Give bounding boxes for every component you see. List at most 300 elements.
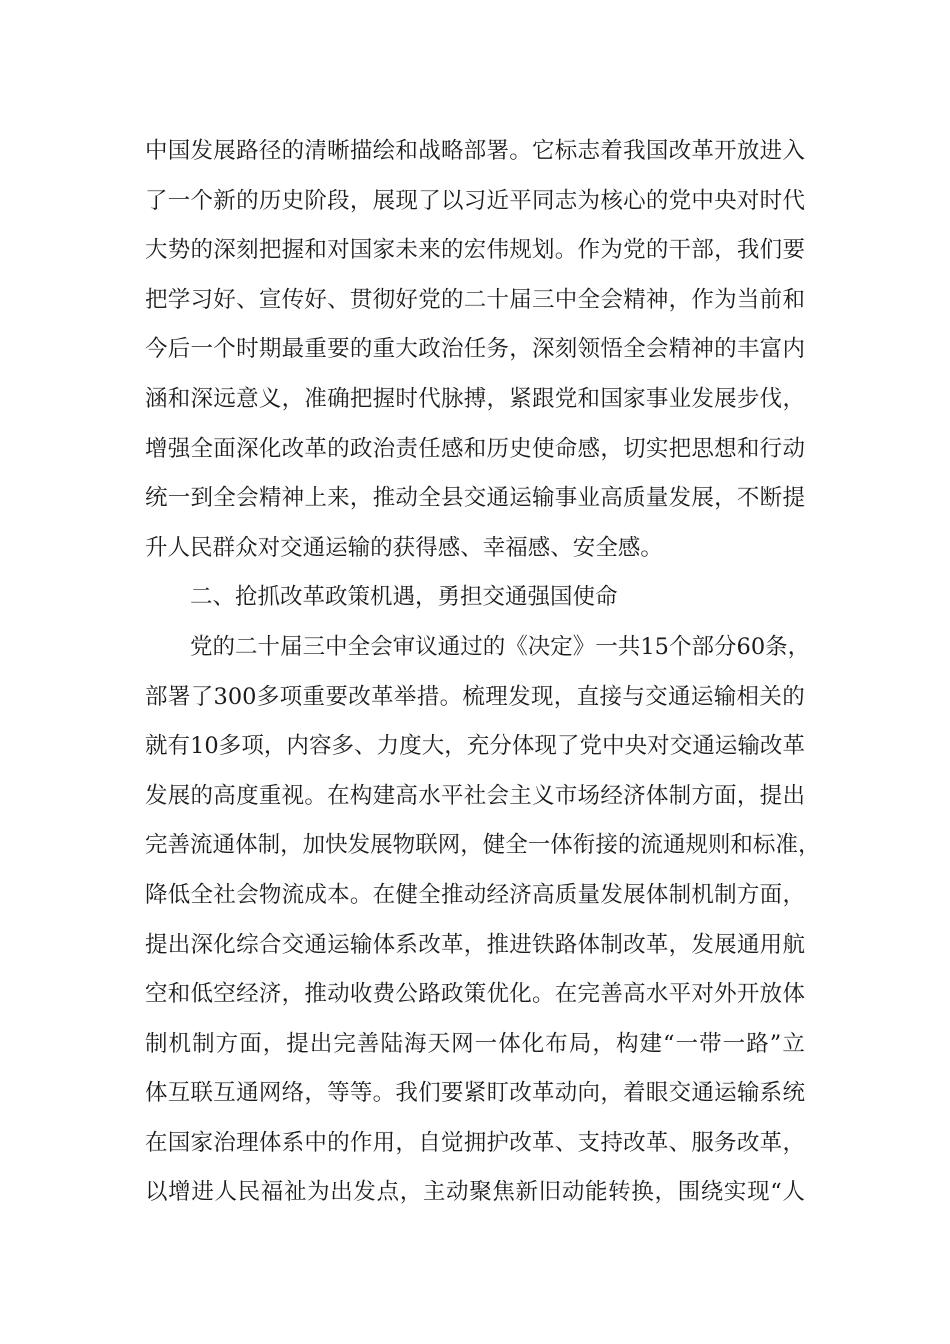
glyph: 志: [554, 187, 578, 214]
glyph: 任: [463, 336, 487, 363]
glyph: 神: [691, 336, 714, 363]
glyph: 和: [167, 385, 191, 412]
glyph: 了: [556, 733, 580, 760]
glyph: 低: [190, 981, 214, 1008]
glyph: 思: [691, 435, 714, 462]
glyph: 行: [759, 435, 783, 462]
glyph: 宣: [258, 286, 282, 313]
glyph: 战: [418, 138, 441, 164]
glyph: 县: [440, 485, 464, 512]
glyph: 通: [668, 683, 691, 710]
glyph: 布: [545, 1030, 568, 1057]
glyph: 构: [349, 782, 373, 809]
glyph: 直: [576, 683, 600, 710]
glyph: 。: [640, 534, 663, 561]
glyph: 网: [437, 832, 461, 859]
glyph: 用: [372, 1129, 396, 1156]
glyph: 体: [235, 832, 258, 859]
glyph: 体: [645, 782, 669, 809]
glyph: 革: [691, 138, 714, 164]
glyph: 准: [304, 385, 327, 412]
text-line: [145, 772, 805, 822]
glyph: 绕: [700, 1179, 724, 1206]
text-line: [145, 1020, 805, 1070]
glyph: 系: [395, 931, 418, 958]
glyph: 动: [327, 981, 350, 1008]
glyph: 使: [532, 435, 555, 462]
glyph: 向: [577, 1080, 601, 1107]
glyph: 感: [617, 534, 641, 561]
glyph: 提: [286, 1030, 309, 1057]
glyph: 革: [759, 1129, 783, 1156]
glyph: 输: [737, 733, 760, 760]
glyph: 史: [281, 187, 305, 214]
glyph: 动: [446, 1179, 469, 1206]
glyph: 紧: [463, 1080, 487, 1107]
glyph: 精: [623, 286, 646, 313]
glyph: 多: [218, 733, 242, 760]
glyph: 重: [372, 336, 396, 363]
glyph: 开: [714, 138, 737, 164]
glyph: 聚: [469, 1179, 492, 1206]
glyph: 展: [691, 485, 714, 512]
glyph: 和: [304, 237, 327, 264]
glyph: 个: [213, 336, 236, 363]
glyph: 断: [759, 485, 783, 512]
glyph: 制: [668, 881, 692, 908]
paragraph-1: [145, 127, 805, 573]
glyph: 制: [714, 881, 737, 908]
glyph: 水: [418, 782, 441, 809]
glyph: ，: [668, 931, 692, 958]
glyph: 刻: [236, 237, 259, 264]
glyph: 步: [736, 385, 760, 412]
glyph: 新: [515, 1179, 539, 1206]
glyph: 输: [713, 683, 737, 710]
glyph: 制: [668, 782, 692, 809]
glyph: 会: [600, 286, 623, 313]
glyph: 带: [699, 1030, 722, 1057]
glyph: 输: [736, 1080, 760, 1107]
glyph: 交: [280, 534, 303, 561]
glyph: 伐: [759, 385, 783, 412]
text-line: [145, 623, 811, 673]
glyph: 项: [279, 683, 303, 710]
glyph: 革: [645, 931, 669, 958]
glyph: 刻: [554, 336, 578, 363]
glyph: 项: [241, 733, 264, 760]
glyph: 改: [736, 1129, 760, 1156]
glyph: 深: [190, 931, 214, 958]
glyph: 通: [236, 1080, 259, 1107]
glyph: 代: [418, 385, 441, 412]
glyph: 命: [554, 435, 578, 462]
glyph: 输: [532, 485, 555, 512]
glyph: 想: [714, 435, 737, 462]
text-line: [145, 474, 805, 524]
glyph: ，: [782, 1129, 805, 1156]
glyph: 全: [595, 534, 618, 561]
glyph: 局: [568, 1030, 592, 1057]
glyph: 动: [782, 435, 805, 462]
glyph: 运: [325, 534, 348, 561]
glyph: 作: [349, 1129, 373, 1156]
glyph: 感: [437, 534, 461, 561]
glyph: 悟: [600, 336, 623, 363]
glyph: 构: [615, 1030, 639, 1057]
glyph: 主: [422, 1179, 446, 1206]
text-line: [145, 127, 805, 177]
glyph: 系: [281, 1129, 305, 1156]
glyph: 大: [395, 336, 418, 363]
glyph: 好: [395, 286, 418, 313]
glyph: 通: [662, 832, 686, 859]
glyph: ”: [769, 1030, 782, 1057]
glyph: ，: [263, 733, 287, 760]
glyph: 输: [349, 931, 373, 958]
glyph: 得: [415, 534, 438, 561]
glyph: 则: [707, 832, 731, 859]
glyph: 改: [623, 931, 646, 958]
glyph: 善: [600, 981, 623, 1008]
glyph: 部: [691, 633, 714, 660]
glyph: 。: [349, 881, 373, 908]
glyph: 着: [600, 138, 623, 164]
glyph: 善: [167, 832, 191, 859]
glyph: 快: [325, 832, 348, 859]
glyph: 未: [395, 237, 418, 264]
glyph: 化: [213, 931, 236, 958]
glyph: 高: [623, 981, 646, 1008]
glyph: ，: [444, 733, 467, 760]
glyph: 对: [691, 981, 714, 1008]
glyph: 把: [668, 435, 692, 462]
glyph: 社: [463, 782, 487, 809]
glyph: 动: [561, 1179, 585, 1206]
glyph: 方: [215, 1030, 239, 1057]
glyph: 换: [631, 1179, 654, 1206]
glyph: 届: [280, 633, 303, 660]
glyph: 全: [418, 881, 441, 908]
glyph: 旧: [538, 1179, 562, 1206]
glyph: 机: [691, 881, 714, 908]
glyph: 拥: [463, 1129, 487, 1156]
glyph: 开: [736, 981, 760, 1008]
glyph: 我: [395, 1080, 418, 1107]
glyph: 部: [691, 237, 714, 264]
glyph: 事: [554, 485, 578, 512]
glyph: 场: [577, 782, 601, 809]
glyph: 志: [577, 138, 601, 164]
glyph: 署: [486, 138, 509, 164]
glyph: 、: [236, 286, 259, 313]
glyph: 来: [327, 485, 350, 512]
glyph: 略: [440, 138, 464, 164]
glyph: 经: [236, 981, 259, 1008]
glyph: 进: [191, 1179, 214, 1206]
glyph: 人: [214, 1179, 237, 1206]
glyph: 经: [486, 881, 509, 908]
glyph: 民: [237, 1179, 261, 1206]
glyph: 人: [782, 1179, 805, 1206]
glyph: 出: [309, 1030, 333, 1057]
glyph: 的: [714, 336, 737, 363]
glyph: 会: [370, 633, 393, 660]
glyph: 中: [145, 138, 168, 164]
glyph: 展: [167, 782, 191, 809]
glyph: 党: [668, 187, 692, 214]
glyph: 通: [692, 733, 715, 760]
glyph: 完: [577, 981, 601, 1008]
glyph: 路: [554, 931, 578, 958]
glyph: 转: [608, 1179, 631, 1206]
text-line: [145, 921, 805, 971]
glyph: 党: [579, 733, 603, 760]
glyph: 、: [554, 1129, 578, 1156]
glyph: 脉: [440, 385, 464, 412]
glyph: 增: [168, 1179, 191, 1206]
glyph: 义: [258, 385, 282, 412]
glyph: 事: [645, 385, 669, 412]
glyph: 要: [327, 336, 350, 363]
glyph: 全: [213, 485, 236, 512]
glyph: 不: [736, 485, 760, 512]
glyph: ，: [399, 1179, 423, 1206]
glyph: 立: [782, 1030, 805, 1057]
glyph: 、: [460, 534, 483, 561]
glyph: 精: [258, 485, 282, 512]
glyph: 改: [348, 683, 371, 710]
glyph: 径: [258, 138, 282, 164]
glyph: 革: [645, 1129, 669, 1156]
glyph: 支: [577, 1129, 601, 1156]
glyph: 福: [260, 1179, 284, 1206]
glyph: 量: [577, 881, 601, 908]
glyph: 我: [736, 237, 760, 264]
glyph: 。: [304, 782, 327, 809]
glyph: 深: [213, 237, 236, 264]
glyph: 改: [281, 435, 305, 462]
glyph: 策: [463, 981, 487, 1008]
glyph: 强: [167, 435, 191, 462]
glyph: 内: [782, 336, 805, 363]
glyph: 中: [691, 187, 714, 214]
glyph: 300: [213, 683, 257, 710]
glyph: 通: [486, 485, 509, 512]
glyph: 议: [415, 633, 438, 660]
glyph: 物: [258, 881, 282, 908]
glyph: 国: [349, 237, 373, 264]
glyph: 作: [691, 286, 714, 313]
glyph: 获: [392, 534, 416, 561]
glyph: 传: [281, 286, 305, 313]
glyph: ，: [592, 1030, 615, 1057]
glyph: 史: [509, 435, 532, 462]
glyph: 高: [532, 881, 555, 908]
glyph: 的: [236, 187, 259, 214]
glyph: 革: [304, 435, 327, 462]
glyph: 陆: [380, 1030, 403, 1057]
glyph: 握: [372, 385, 396, 412]
glyph: 容: [308, 733, 332, 760]
glyph: 革: [532, 1080, 555, 1107]
text-line: [145, 821, 821, 871]
glyph: 业: [668, 385, 692, 412]
glyph: 。: [532, 981, 555, 1008]
glyph: 治: [372, 435, 396, 462]
glyph: 分: [489, 733, 512, 760]
glyph: 展: [714, 931, 737, 958]
glyph: 我: [623, 138, 646, 164]
glyph: 出: [167, 931, 191, 958]
text-line: [145, 722, 805, 772]
glyph: 们: [418, 1080, 441, 1107]
glyph: 盯: [486, 1080, 509, 1107]
glyph: 署: [167, 683, 191, 710]
glyph: 共: [617, 633, 641, 660]
glyph: 的: [370, 534, 393, 561]
glyph: 务: [714, 1129, 737, 1156]
glyph: 在: [372, 881, 396, 908]
glyph: 关: [759, 683, 782, 710]
glyph: 相: [736, 683, 760, 710]
glyph: 面: [759, 881, 783, 908]
glyph: 持: [600, 1129, 623, 1156]
glyph: 段: [327, 187, 350, 214]
glyph: 空: [145, 981, 168, 1008]
glyph: 衔: [572, 832, 596, 859]
glyph: 意: [236, 385, 259, 412]
glyph: 优: [486, 981, 509, 1008]
glyph: 十: [486, 286, 509, 313]
text-line: [145, 970, 805, 1020]
glyph: 收: [349, 981, 373, 1008]
glyph: 低: [167, 881, 191, 908]
glyph: 的: [440, 286, 464, 313]
glyph: 全: [418, 485, 441, 512]
glyph: 觉: [440, 1129, 464, 1156]
glyph: 感: [440, 435, 464, 462]
glyph: 海: [404, 1030, 427, 1057]
glyph: 一: [167, 485, 191, 512]
glyph: 升: [145, 534, 168, 561]
glyph: ，: [600, 435, 623, 462]
glyph: 发: [347, 832, 371, 859]
glyph: 推: [304, 981, 327, 1008]
glyph: 完: [145, 832, 168, 859]
glyph: ，: [395, 1129, 418, 1156]
glyph: 济: [623, 782, 646, 809]
glyph: 力: [376, 733, 400, 760]
glyph: 二: [235, 633, 258, 660]
glyph: 交: [645, 683, 668, 710]
glyph: 最: [281, 336, 305, 363]
glyph: 推: [440, 881, 464, 908]
glyph: 的: [327, 1129, 350, 1156]
glyph: 祉: [283, 1179, 307, 1206]
glyph: 党: [623, 237, 646, 264]
glyph: 、: [550, 534, 573, 561]
glyph: 市: [554, 782, 578, 809]
glyph: ，: [782, 385, 805, 412]
glyph: 的: [190, 237, 214, 264]
text-line: [145, 1069, 805, 1119]
glyph: 群: [212, 534, 236, 561]
glyph: ，: [460, 832, 483, 859]
glyph: 动: [463, 881, 487, 908]
glyph: 时: [759, 187, 783, 214]
glyph: 运: [690, 683, 714, 710]
glyph: 体: [511, 733, 535, 760]
glyph: 对: [257, 534, 281, 561]
glyph: 为: [600, 237, 623, 264]
glyph: ，: [463, 931, 487, 958]
glyph: 领: [577, 336, 601, 363]
glyph: ，: [509, 336, 532, 363]
glyph: 度: [236, 782, 259, 809]
glyph: 建: [639, 1030, 662, 1057]
glyph: ，: [281, 981, 305, 1008]
glyph: 部: [463, 138, 487, 164]
glyph: 紧: [509, 385, 532, 412]
glyph: 定: [550, 633, 573, 660]
glyph: 的: [327, 435, 350, 462]
glyph: 中: [325, 633, 348, 660]
glyph: 绘: [372, 138, 396, 164]
glyph: 费: [372, 981, 396, 1008]
glyph: 重: [258, 782, 282, 809]
glyph: 降: [145, 881, 168, 908]
glyph: ，: [736, 782, 760, 809]
glyph: 对: [647, 733, 670, 760]
glyph: 大: [421, 733, 445, 760]
glyph: 到: [190, 485, 214, 512]
glyph: 一: [167, 187, 191, 214]
glyph: ，: [797, 832, 821, 859]
glyph: 习: [463, 187, 487, 214]
glyph: 推: [486, 931, 509, 958]
glyph: 与: [622, 683, 645, 710]
glyph: 在: [327, 782, 350, 809]
glyph: 系: [759, 1080, 783, 1107]
glyph: 一: [190, 336, 214, 363]
glyph: 面: [239, 1030, 262, 1057]
glyph: 心: [623, 187, 646, 214]
glyph: 革: [440, 931, 464, 958]
glyph: 路: [236, 138, 259, 164]
glyph: 发: [145, 782, 168, 809]
glyph: 善: [356, 1030, 380, 1057]
glyph: 路: [418, 981, 441, 1008]
glyph: 了: [190, 683, 214, 710]
glyph: 放: [736, 138, 760, 164]
glyph: 切: [623, 435, 646, 462]
glyph: 在: [145, 1129, 168, 1156]
glyph: 个: [190, 187, 214, 214]
glyph: 和: [463, 435, 487, 462]
glyph: 中: [304, 1129, 327, 1156]
glyph: 度: [399, 733, 422, 760]
glyph: 理: [485, 683, 508, 710]
glyph: ，: [553, 683, 577, 710]
glyph: 对: [736, 187, 760, 214]
glyph: 健: [482, 832, 506, 859]
glyph: 伟: [486, 237, 509, 264]
glyph: 晰: [327, 138, 350, 164]
glyph: 。: [439, 683, 463, 710]
glyph: 发: [600, 881, 623, 908]
glyph: 现: [747, 1179, 770, 1206]
